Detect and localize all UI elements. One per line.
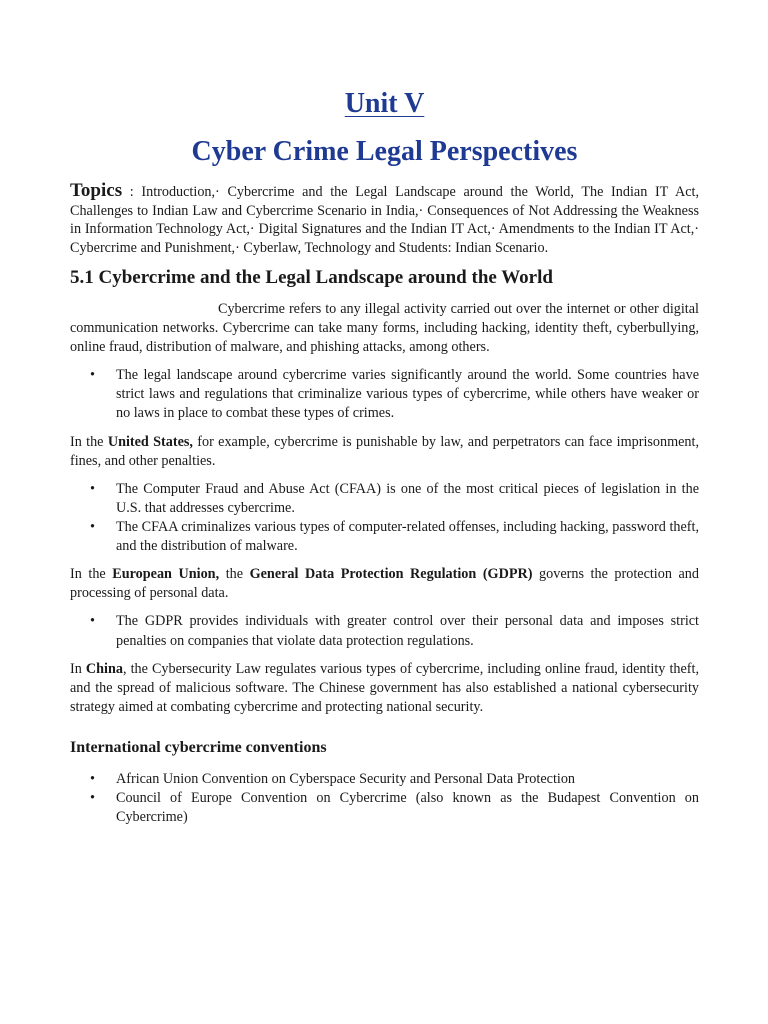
china-pre-text: In xyxy=(70,660,86,677)
bullet-icon: • xyxy=(90,480,95,497)
landscape-list xyxy=(70,366,699,424)
eu-pre-text: In the xyxy=(70,566,113,583)
china-paragraph xyxy=(70,660,699,717)
list-item xyxy=(70,518,699,556)
conventions-list xyxy=(70,770,699,828)
list-item-text: The legal landscape around cybercrime varies significantly around the world. Some countries have strict laws and regulations that criminalize various types of cybercrime, while others have weaker or no laws in place to combat these types of crimes. xyxy=(116,367,699,422)
bullet-icon: • xyxy=(90,770,95,787)
eu-list xyxy=(70,612,699,650)
document-title: Cyber Crime Legal Perspectives xyxy=(191,136,578,167)
us-post-text: for example, cybercrime is punishable by law, and perpetrators can face imprisonment, fines, and other penalties. xyxy=(70,433,700,469)
unit-title: Unit V xyxy=(344,88,425,119)
us-list xyxy=(70,480,699,557)
gdpr-bold-text: General Data Protection Regulation (GDPR) xyxy=(249,566,533,583)
list-item-text: The Computer Fraud and Abuse Act (CFAA) is one of the most critical pieces of legislation in the U.S. that addresses cybercrime. xyxy=(116,480,699,516)
list-item-text: The GDPR provides individuals with greater control over their personal data and imposes strict penalties on companies that violate data protection regulations. xyxy=(116,613,699,649)
us-pre-text: In the xyxy=(70,433,108,450)
list-item xyxy=(70,770,699,789)
topics-label: Topics xyxy=(70,180,123,201)
topics-text: : Introduction,· Cybercrime and the Legal Landscape around the World, The Indian IT Act, Challenges to Indian Law and Cybercrime Scenario in India,· Consequences of Not Addressing the Weakness in Information Technology Act,· Digital Signatures and the Indian IT Act,· Amendments to the Indian IT Act,· Cybercrime and Punishment,· Cyberlaw, Technology and Students: Indian Scenario. xyxy=(70,184,699,256)
us-bold-text: United States, xyxy=(107,433,193,450)
bullet-icon: • xyxy=(90,519,95,536)
list-item-text: The CFAA criminalizes various types of computer-related offenses, including hacking, password theft, and the distribution of malware. xyxy=(116,519,699,555)
bullet-icon: • xyxy=(90,367,95,383)
section-heading: 5.1 Cybercrime and the Legal Landscape around the World xyxy=(70,267,553,288)
topics-paragraph xyxy=(70,182,699,257)
list-item-text: African Union Convention on Cyberspace Security and Personal Data Protection xyxy=(116,770,576,787)
conventions-heading: International cybercrime conventions xyxy=(70,738,327,756)
list-item-text: Council of Europe Convention on Cybercrime (also known as the Budapest Convention on Cybercrime) xyxy=(116,790,699,826)
intro-paragraph xyxy=(70,300,699,357)
eu-post-text: governs the protection and processing of personal data. xyxy=(70,566,699,602)
us-paragraph xyxy=(70,433,699,471)
bullet-icon: • xyxy=(90,790,95,807)
eu-bold-text: European Union, xyxy=(112,566,220,583)
list-item xyxy=(70,612,699,650)
eu-mid-text: the xyxy=(219,566,250,583)
list-item xyxy=(70,480,699,518)
eu-paragraph xyxy=(70,565,699,603)
bullet-icon: • xyxy=(90,613,95,630)
list-item xyxy=(70,366,699,424)
china-post-text: , the Cybersecurity Law regulates various types of cybercrime, including online fraud, identity theft, and the spread of malicious software. The Chinese government has also established a national cybersecurity strategy aimed at combating cybercrime and protecting national security. xyxy=(70,660,699,715)
document-page xyxy=(70,86,699,827)
intro-text: Cybercrime refers to any illegal activity carried out over the internet or other digital communication networks. Cybercrime can take many forms, including hacking, identity theft, cyberbullying, online fraud, distribution of malware, and phishing attacks, among others. xyxy=(70,301,699,355)
china-bold-text: China xyxy=(85,660,123,677)
list-item xyxy=(70,789,699,827)
